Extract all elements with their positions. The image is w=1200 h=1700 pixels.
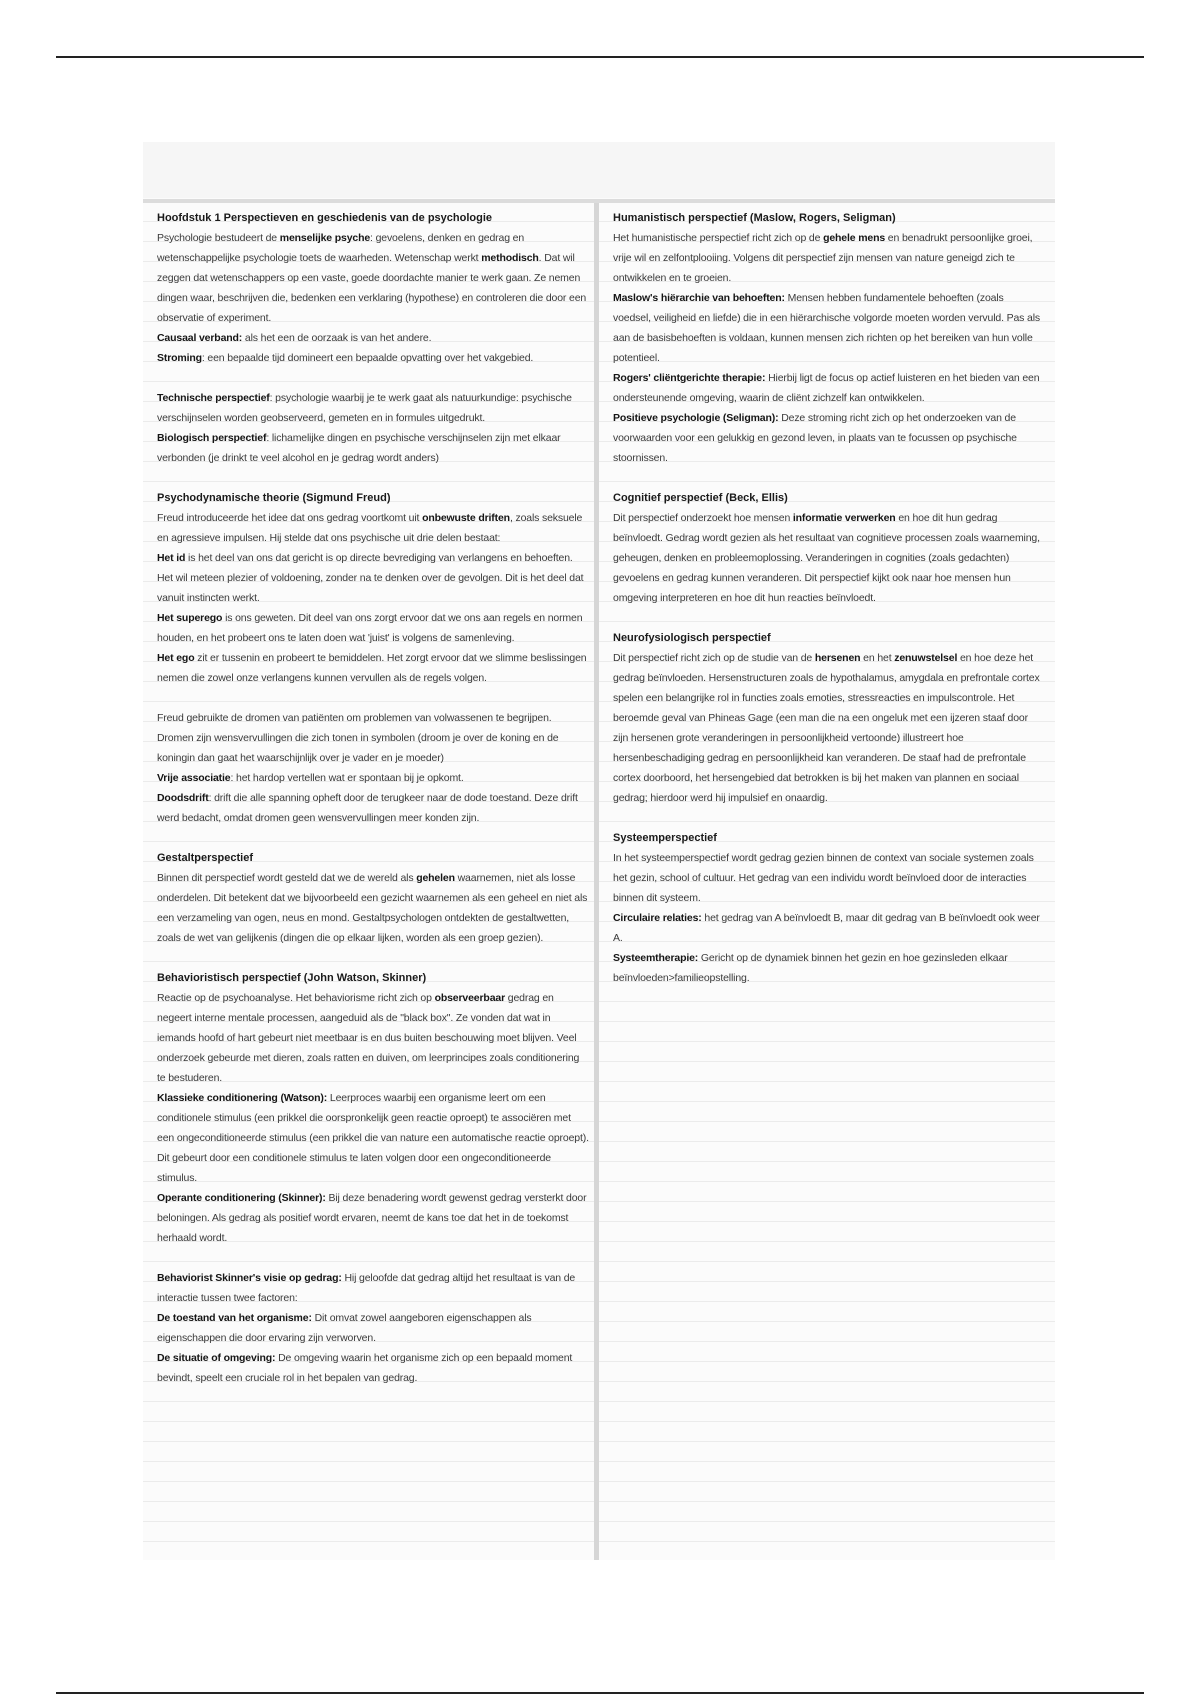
- bold-term: hersenen: [814, 652, 861, 664]
- definition: : een bepaalde tijd domineert een bepaalde opvatting over het vakgebied.: [201, 352, 534, 364]
- intro-paragraph: [157, 228, 589, 328]
- right-column: [613, 208, 1041, 1008]
- bold-term: onbewuste driften: [422, 512, 510, 524]
- bold-term: gehele mens: [823, 232, 886, 244]
- bold-term: informatie verwerken: [792, 512, 896, 524]
- text: Het humanistische perspectief richt zich op de: [613, 232, 824, 244]
- section-heading: Gestaltperspectief: [157, 852, 253, 864]
- definition: zit er tussenin en probeert te bemiddelen. Het zorgt ervoor dat we slimme beslissingen nemen die zowel onze verlangens kunnen vervullen als de regels volgen.: [157, 652, 587, 684]
- text: : gevoelens, denken en gedrag en wetenschappelijke psychologie toets de waarheden. Wetenschap werkt: [157, 232, 525, 264]
- term: Causaal verband:: [157, 332, 243, 344]
- paragraph: [157, 508, 589, 548]
- section-heading: Cognitief perspectief (Beck, Ellis): [613, 492, 788, 504]
- definition-rogers: [613, 368, 1041, 408]
- definition: De omgeving waarin het organisme zich op een bepaald moment bevindt, speelt een cruciale rol in het bepalen van gedrag.: [157, 1352, 573, 1384]
- bold-term: methodisch: [481, 252, 539, 264]
- section-humanism: [613, 208, 1041, 468]
- section-systems: [613, 828, 1041, 988]
- term: Rogers' cliëntgerichte therapie:: [613, 372, 766, 384]
- term: Vrije associatie: [157, 772, 231, 784]
- section-perspectives: [157, 388, 589, 468]
- section-cognitive: [613, 488, 1041, 608]
- text: Psychologie bestudeert de: [157, 232, 280, 244]
- term: Stroming: [157, 352, 202, 364]
- term: Technische perspectief: [157, 392, 270, 404]
- paragraph: Freud gebruikte de dromen van patiënten om problemen van volwassenen te begrijpen. Dromen zijn wensvervullingen die zich tonen in symbolen (droom je over de koning en de koningin dan gaat het waarschijnlijk over je vader en je moeder): [157, 712, 559, 764]
- section-neuro: [613, 628, 1041, 808]
- top-rule: [56, 56, 1144, 58]
- paragraph: [157, 988, 589, 1088]
- left-column: [157, 208, 589, 1408]
- section-heading: Humanistisch perspectief (Maslow, Rogers, Seligman): [613, 212, 896, 224]
- sheet-header-line: [143, 199, 1055, 203]
- term: Operante conditionering (Skinner):: [157, 1192, 326, 1204]
- paragraph: [613, 228, 1041, 288]
- definition: is het deel van ons dat gericht is op directe bevrediging van verlangens en behoeften. Het wil meteen plezier of voldoening, zonder na te denken over de gevolgen. Dit is het deel dat vanuit instincten werkt.: [157, 552, 584, 604]
- column-divider: [594, 203, 599, 1560]
- definition-systeemtherapie: [613, 948, 1041, 988]
- definition-operante-conditionering: [157, 1188, 589, 1248]
- text: gedrag en negeert interne mentale processen, aangeduid als de "black box". Ze vonden dat wat in iemands hoofd of hart gebeurt niet meetbaar is en dus buiten beschouwing moet blijven. Veel onderzoek gebeurde met dieren, zoals ratten en duiven, om leerprincipes zoals conditionering te bestuderen.: [157, 992, 580, 1084]
- bold-term: observeerbaar: [434, 992, 506, 1004]
- definition: is ons geweten. Dit deel van ons zorgt ervoor dat we ons aan regels en normen houden, en het probeert ons te laten doen wat 'juist' is volgens de samenleving.: [157, 612, 583, 644]
- section-heading: Behavioristisch perspectief (John Watson, Skinner): [157, 972, 427, 984]
- text: Reactie op de psychoanalyse. Het behaviorisme richt zich op: [157, 992, 435, 1004]
- section-intro: [157, 208, 589, 368]
- text: Freud introduceerde het idee dat ons gedrag voortkomt uit: [157, 512, 423, 524]
- definition-ego: [157, 648, 589, 688]
- section-heading: Systeemperspectief: [613, 832, 717, 844]
- definition: Hierbij ligt de focus op actief luisteren en het bieden van een ondersteunende omgeving, waarin de cliënt zichzelf kan ontwikkelen.: [613, 372, 1040, 404]
- definition: Leerproces waarbij een organisme leert om een conditionele stimulus (een prikkel die oorspronkelijk geen reactie oproept) te associëren met een ongeconditioneerde stimulus (een prikkel die van nature een automatische reactie oproept). Dit gebeurt door een conditionele stimulus te laten volgen door een ongeconditioneerde stimulus.: [157, 1092, 589, 1184]
- definition: : het hardop vertellen wat er spontaan bij je opkomt.: [230, 772, 464, 784]
- paragraph: [157, 868, 589, 948]
- paragraph: In het systeemperspectief wordt gedrag gezien binnen de context van sociale systemen zoals het gezin, school of cultuur. Het gedrag van een individu wordt beïnvloed door de interacties binnen dit systeem.: [613, 852, 1034, 904]
- definition-toestand: [157, 1308, 589, 1348]
- term: Doodsdrift: [157, 792, 209, 804]
- definition: : drift die alle spanning opheft door de terugkeer naar de dode toestand. Deze drift werd bedacht, omdat dromen geen wensvervullingen meer konden zijn.: [157, 792, 578, 824]
- definition-klassieke-conditionering: [157, 1088, 589, 1188]
- text: . Dat wil zeggen dat wetenschappers op een vaste, goede doordachte manier te werk gaan. Ze nemen dingen waar, beschrijven die, bedenken een verklaring (hypothese) en controleren die door een observatie of experiment.: [157, 252, 587, 324]
- paragraph: [613, 648, 1041, 808]
- text: , zoals seksuele en agressieve impulsen. Hij stelde dat ons psychische uit drie delen bestaat:: [157, 512, 583, 544]
- term: Biologisch perspectief: [157, 432, 267, 444]
- section-behaviorism: [157, 968, 589, 1248]
- definition-vrije-associatie: [157, 768, 589, 788]
- definition-situatie: [157, 1348, 589, 1388]
- definition: Bij deze benadering wordt gewenst gedrag versterkt door beloningen. Als gedrag als positief wordt ervaren, neemt de kans toe dat het in de toekomst herhaald wordt.: [157, 1192, 587, 1244]
- definition-stroming: [157, 348, 589, 368]
- text: Dit perspectief richt zich op de studie van de: [613, 652, 815, 664]
- definition-technisch: [157, 388, 589, 428]
- bottom-rule: [56, 1692, 1144, 1694]
- text: en benadrukt persoonlijke groei, vrije wil en zelfontplooiing. Volgens dit perspectief zijn mensen van nature geneigd zich te ontwikkelen en te groeien.: [613, 232, 1033, 284]
- definition-causaal: [157, 328, 589, 348]
- term: Het superego: [157, 612, 223, 624]
- section-gestalt: [157, 848, 589, 948]
- text: en hoe dit hun gedrag beïnvloedt. Gedrag wordt gezien als het resultaat van cognitieve processen zoals waarneming, geheugen, denken en probleemoplossing. Veranderingen in cognities (zoals gedachten) gevoelens en gedrag kunnen veranderen. Dit perspectief kijkt ook naar hoe mensen hun omgeving interpreteren en hoe dit hun reacties beïnvloedt.: [613, 512, 1040, 604]
- term: De toestand van het organisme:: [157, 1312, 312, 1324]
- definition: Mensen hebben fundamentele behoeften (zoals voedsel, veiligheid en liefde) die in een hiërarchische volgorde moeten worden vervuld. Pas als aan de basisbehoeften is voldaan, kunnen mensen zich richten op het bereiken van hun volle potentieel.: [613, 292, 1041, 364]
- term: Positieve psychologie (Seligman):: [613, 412, 779, 424]
- section-heading: Psychodynamische theorie (Sigmund Freud): [157, 492, 391, 504]
- definition-id: [157, 548, 589, 608]
- text: Binnen dit perspectief wordt gesteld dat we de wereld als: [157, 872, 417, 884]
- definition: Gericht op de dynamiek binnen het gezin en hoe gezinsleden elkaar beïnvloeden>familieopstelling.: [613, 952, 1008, 984]
- definition-positieve-psychologie: [613, 408, 1041, 468]
- term: Klassieke conditionering (Watson):: [157, 1092, 328, 1104]
- text: Dit perspectief onderzoekt hoe mensen: [613, 512, 793, 524]
- text: en hoe deze het gedrag beïnvloeden. Hersenstructuren zoals de hypothalamus, amygdala en prefrontale cortex spelen een belangrijke rol in functies zoals emoties, stressreacties en impulscontrole. Het beroemde geval van Phineas Gage (een man die na een ongeluk met een ijzeren staaf door zijn hersenen grote veranderingen in persoonlijkheid vertoonde) illustreert hoe hersenbeschadiging gedrag en persoonlijkheid kan veranderen. De staaf had de prefrontale cortex doorboord, het hersengebied dat betrokken is bij het maken van plannen en sociaal gedrag; hierdoor werd hij impulsief en onaardig.: [613, 652, 1040, 804]
- paragraph: [613, 508, 1041, 608]
- section-skinner: [157, 1268, 589, 1388]
- definition: Deze stroming richt zich op het onderzoeken van de voorwaarden voor een gelukkig en gezond leven, in plaats van te focussen op psychische stoornissen.: [613, 412, 1017, 464]
- text: waarnemen, niet als losse onderdelen. Dit betekent dat we bijvoorbeeld een gezicht waarnemen als een geheel en niet als een verzameling van ogen, neus en mond. Gestaltpsychologen ontdekten de gestaltwetten, zoals de wet van gelijkenis (dingen die op elkaar lijken, worden als een groep gezien).: [157, 872, 588, 944]
- text: en het: [860, 652, 895, 664]
- definition-circulaire-relaties: [613, 908, 1041, 948]
- term: Het id: [157, 552, 186, 564]
- term: De situatie of omgeving:: [157, 1352, 276, 1364]
- section-heading: Neurofysiologisch perspectief: [613, 632, 771, 644]
- definition: Dit omvat zowel aangeboren eigenschappen als eigenschappen die door ervaring zijn verworven.: [157, 1312, 532, 1344]
- section-dreams: [157, 708, 589, 828]
- term: Circulaire relaties:: [613, 912, 702, 924]
- definition: als het een de oorzaak is van het andere.: [242, 332, 432, 344]
- definition-maslow: [613, 288, 1041, 368]
- definition-superego: [157, 608, 589, 648]
- term: Het ego: [157, 652, 195, 664]
- term: Maslow's hiërarchie van behoeften:: [613, 292, 785, 304]
- bold-term: menselijke psyche: [279, 232, 371, 244]
- bold-term: gehelen: [416, 872, 455, 884]
- definition: het gedrag van A beïnvloedt B, maar dit gedrag van B beïnvloedt ook weer A.: [613, 912, 1040, 944]
- term: Systeemtherapie:: [613, 952, 699, 964]
- bold-term: zenuwstelsel: [894, 652, 958, 664]
- chapter-title: Hoofdstuk 1 Perspectieven en geschiedenis van de psychologie: [157, 212, 492, 224]
- term: Behaviorist Skinner's visie op gedrag:: [157, 1272, 342, 1284]
- definition: : lichamelijke dingen en psychische verschijnselen zijn met elkaar verbonden (je drinkt te veel alcohol en je gedrag wordt anders): [157, 432, 561, 464]
- notes-sheet: [143, 142, 1055, 1560]
- definition-biologisch: [157, 428, 589, 468]
- sheet-header-band: [143, 142, 1055, 198]
- definition: : psychologie waarbij je te werk gaat als natuurkundige: psychische verschijnselen worden geobserveerd, gemeten en in formules uitgedrukt.: [157, 392, 572, 424]
- definition: Hij geloofde dat gedrag altijd het resultaat is van de interactie tussen twee factoren:: [157, 1272, 576, 1304]
- section-freud: [157, 488, 589, 688]
- definition-doodsdrift: [157, 788, 589, 828]
- definition-skinner: [157, 1268, 589, 1308]
